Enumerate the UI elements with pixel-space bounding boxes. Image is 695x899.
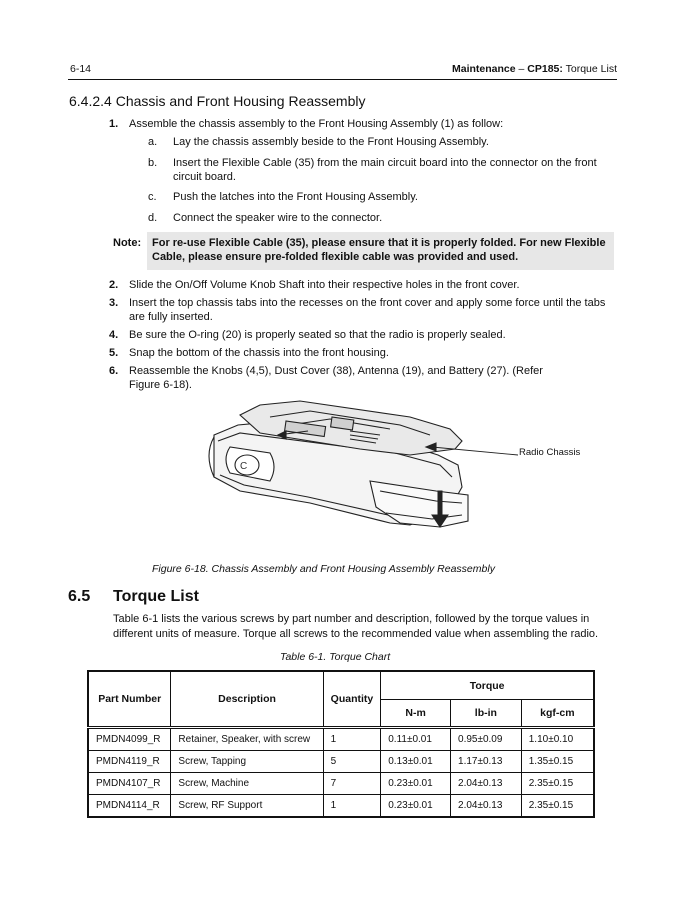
cell-part: PMDN4099_R xyxy=(88,728,171,751)
header-dash: – xyxy=(515,63,528,75)
cell-description: Screw, Machine xyxy=(171,773,323,795)
radio-chassis-callout: Radio Chassis xyxy=(519,447,581,458)
substep-letter: c. xyxy=(148,191,157,203)
step-text: Reassemble the Knobs (4,5), Dust Cover (38), Antenna (19), and Battery (27). (Refer Figure 6-18). xyxy=(129,365,543,391)
cell-lbin: 0.95±0.09 xyxy=(451,728,522,751)
cell-kgfcm: 1.10±0.10 xyxy=(521,728,594,751)
cell-nm: 0.13±0.01 xyxy=(381,751,451,773)
cell-quantity: 7 xyxy=(323,773,381,795)
header-rule xyxy=(68,79,617,80)
cell-kgfcm: 1.35±0.15 xyxy=(521,751,594,773)
cell-nm: 0.23±0.01 xyxy=(381,773,451,795)
col-header-torque: Torque xyxy=(381,671,594,700)
cell-description: Retainer, Speaker, with screw xyxy=(171,728,323,751)
col-header-part-number: Part Number xyxy=(88,671,171,728)
step-text: Be sure the O-ring (20) is properly seated so that the radio is properly sealed. xyxy=(129,329,506,341)
cell-description: Screw, RF Support xyxy=(171,795,323,818)
substep-text: Push the latches into the Front Housing Assembly. xyxy=(173,191,418,203)
header-section: Maintenance xyxy=(452,63,516,75)
cell-nm: 0.23±0.01 xyxy=(381,795,451,818)
table-caption: Table 6-1. Torque Chart xyxy=(280,651,391,663)
cell-kgfcm: 2.35±0.15 xyxy=(521,795,594,818)
running-header xyxy=(452,63,617,75)
cell-description: Screw, Tapping xyxy=(171,751,323,773)
substep-letter: d. xyxy=(148,212,158,224)
cell-part: PMDN4114_R xyxy=(88,795,171,818)
header-title: Torque List xyxy=(562,63,617,75)
cell-lbin: 2.04±0.13 xyxy=(451,795,522,818)
step-text: Insert the top chassis tabs into the recesses on the front cover and apply some force until the tabs are fully inserted. xyxy=(129,297,606,323)
cell-nm: 0.11±0.01 xyxy=(381,728,451,751)
col-header-lbin: lb-in xyxy=(451,700,522,728)
page-number: 6-14 xyxy=(70,63,92,75)
cell-kgfcm: 2.35±0.15 xyxy=(521,773,594,795)
section-number: 6.5 xyxy=(68,588,91,605)
substep-text: Connect the speaker wire to the connector. xyxy=(173,212,383,224)
figure-caption: Figure 6-18. Chassis Assembly and Front Housing Assembly Reassembly xyxy=(152,563,495,575)
svg-text:C: C xyxy=(240,461,248,472)
header-model: CP185: xyxy=(527,63,563,75)
col-header-nm: N-m xyxy=(381,700,451,728)
note-text: For re-use Flexible Cable (35), please ensure that it is properly folded. For new Flexible Cable, please ensure pre-folded flexible cable was provided and used. xyxy=(152,237,606,263)
step-number: 4. xyxy=(109,329,119,341)
substep-letter: a. xyxy=(148,136,158,148)
cell-quantity: 1 xyxy=(323,728,381,751)
step-number: 1. xyxy=(109,118,119,130)
table-row xyxy=(88,751,594,773)
table-row xyxy=(88,728,594,751)
step-number: 6. xyxy=(109,365,119,377)
cell-lbin: 1.17±0.13 xyxy=(451,751,522,773)
substep-text: Lay the chassis assembly beside to the Front Housing Assembly. xyxy=(173,136,489,148)
substep-letter: b. xyxy=(148,157,158,169)
step-number: 2. xyxy=(109,279,119,291)
col-header-kgfcm: kgf-cm xyxy=(521,700,594,728)
col-header-description: Description xyxy=(171,671,323,728)
cell-quantity: 1 xyxy=(323,795,381,818)
cell-part: PMDN4107_R xyxy=(88,773,171,795)
chassis-assembly-figure xyxy=(200,395,520,565)
torque-paragraph: Table 6-1 lists the various screws by part number and description, followed by the torque values in different units of measure. Torque all screws to the recommended value when assembling the radio. xyxy=(113,613,599,640)
section-title: Torque List xyxy=(113,588,199,605)
step-number: 5. xyxy=(109,347,119,359)
col-header-quantity: Quantity xyxy=(323,671,381,728)
section-heading: 6.4.2.4 Chassis and Front Housing Reassembly xyxy=(69,93,366,109)
torque-table xyxy=(87,670,595,818)
note-label: Note: xyxy=(113,237,142,249)
table-row xyxy=(88,773,594,795)
cell-part: PMDN4119_R xyxy=(88,751,171,773)
cell-quantity: 5 xyxy=(323,751,381,773)
step-text: Assemble the chassis assembly to the Front Housing Assembly (1) as follow: xyxy=(129,118,504,130)
cell-lbin: 2.04±0.13 xyxy=(451,773,522,795)
step-text: Slide the On/Off Volume Knob Shaft into their respective holes in the front cover. xyxy=(129,279,520,291)
step-number: 3. xyxy=(109,297,119,309)
substep-text: Insert the Flexible Cable (35) from the main circuit board into the connector on the front circuit board. xyxy=(173,157,597,183)
table-row xyxy=(88,795,594,818)
step-text: Snap the bottom of the chassis into the front housing. xyxy=(129,347,389,359)
